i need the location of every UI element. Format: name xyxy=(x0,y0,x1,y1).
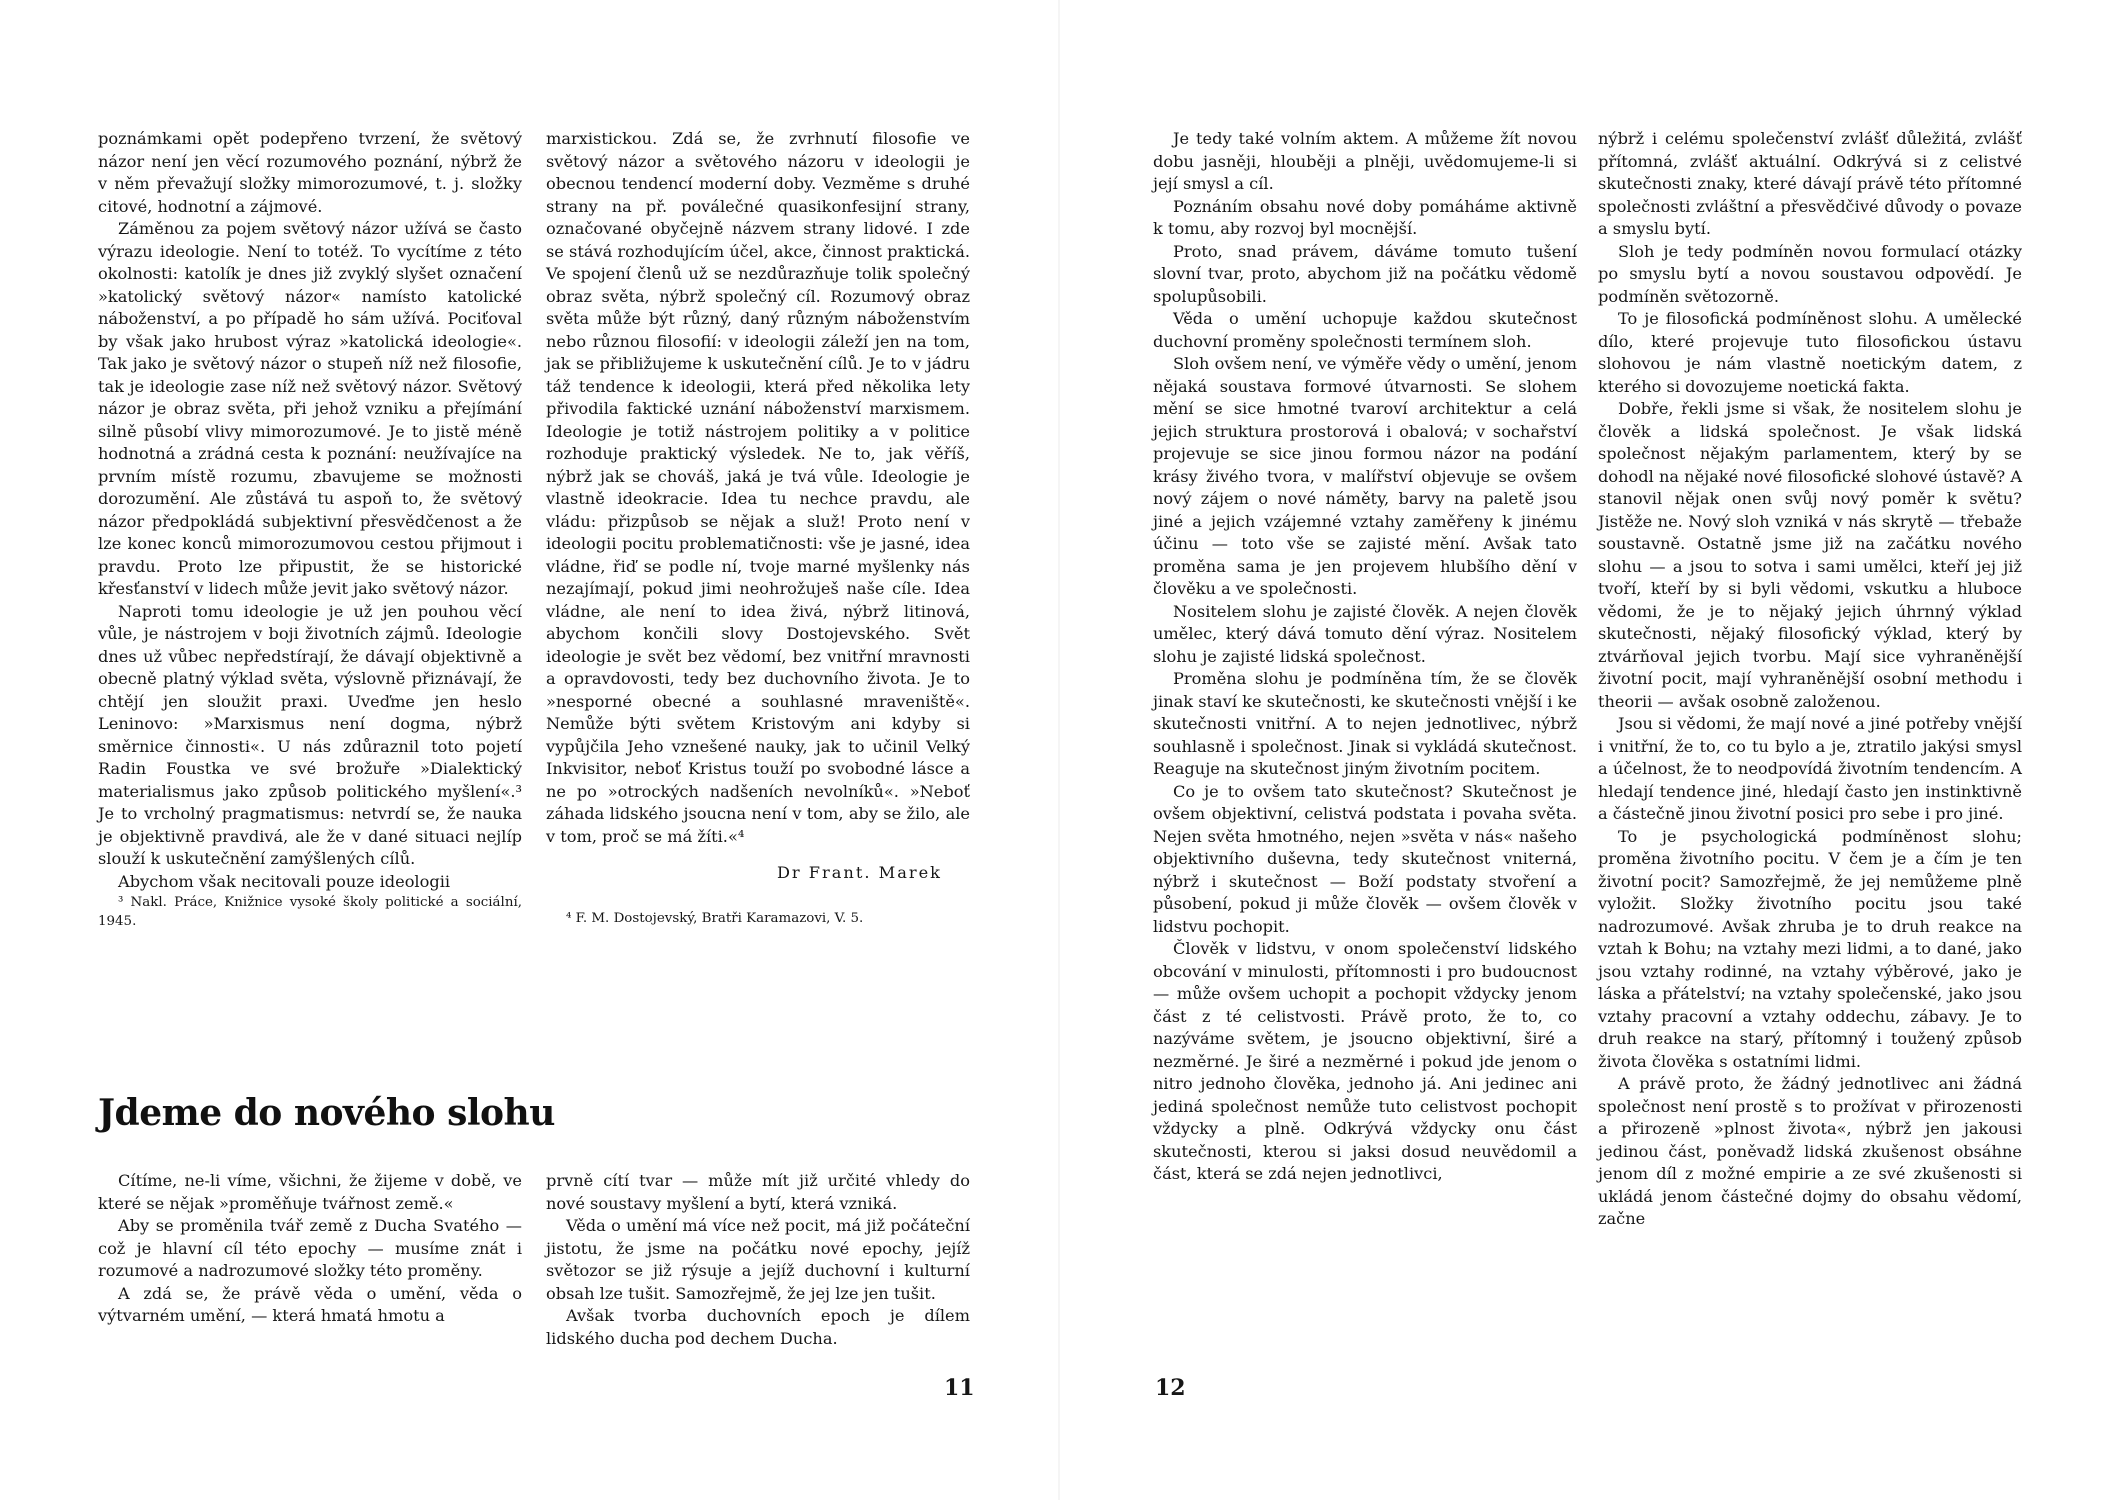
left-column-bottom xyxy=(98,1170,522,1328)
paragraph: prvně cítí tvar — může mít již určité vhledy do nové soustavy myšlení a bytí, která vzniká. xyxy=(546,1171,970,1213)
page-number: 11 xyxy=(944,1375,975,1401)
paragraph: Je tedy také volním aktem. A můžeme žít novou dobu jasněji, hlouběji a plněji, uvědomujeme-li si její smysl a cíl. xyxy=(1153,129,1577,193)
paragraph: Jsou si vědomi, že mají nové a jiné potřeby vnější i vnitřní, že to, co tu bylo a je, ztratilo jakýsi smysl a účelnost, že to neodpovídá životním tendencím. A hledají tendence jiné, hledají často jen instinktivně a částečně jinou životní posici pro sebe i pro jiné. xyxy=(1598,714,2022,823)
paragraph: Proměna slohu je podmíněna tím, že se člověk jinak staví ke skutečnosti, ke skutečnosti vnější i ke skutečnosti vnitřní. A to nejen jednotlivec, nýbrž souhlasně i společnost. Jinak si vykládá skutečnost. Reaguje na skutečnost jiným životním pocitem. xyxy=(1153,669,1577,778)
footnote-3: ³ Nakl. Práce, Knižnice vysoké školy politické a sociální, 1945. xyxy=(98,895,522,929)
footnote-4: ⁴ F. M. Dostojevský, Bratři Karamazovi, V. 5. xyxy=(566,910,864,926)
left-column xyxy=(1153,128,1577,1186)
paragraph: A právě proto, že žádný jednotlivec ani žádná společnost není prostě s to prožívat v přirozenosti a přirozeně »plnost života«, nýbrž jen jakousi jedinou část, poněvadž lidská zkušenost obsáhne jenom díl z možné empirie a ze své zkušenosti si ukládá jenom částečné dojmy do obsahu vědomí, začne xyxy=(1598,1074,2022,1228)
paragraph: Poznáním obsahu nové doby pomáháme aktivně k tomu, aby rozvoj byl mocnější. xyxy=(1153,196,1577,238)
paragraph: Sloh je tedy podmíněn novou formulací otázky po smyslu bytí a novou soustavou odpovědí. Je podmíněn světozorně. xyxy=(1598,241,2022,306)
left-page xyxy=(0,0,1058,1500)
paragraph: To je filosofická podmíněnost slohu. A umělecké dílo, které projevuje tuto filosofickou ústavu slohovou je nám vlastně noetickým datem, z kterého si dovozujeme noetická fakta. xyxy=(1598,309,2022,396)
paragraph: Věda o umění má více než pocit, má již počáteční jistotu, že jsme na počátku nové epochy, jejíž světozor se již rýsuje a jejíž duchovní i kulturní obsah lze tušit. Samozřejmě, že jej lze jen tušit. xyxy=(546,1216,970,1303)
paragraph: Záměnou za pojem světový názor užívá se často výrazu ideologie. Není to totéž. To vycítíme z této okolnosti: katolík je dnes již zvyklý slyšet označení »katolický světový názor« namísto katolické náboženství, a po případě ho sám užívá. Pociťoval by však jako hrubost výraz »katolická ideologie«. Tak jako je světový názor o stupeň níž než filosofie, tak je ideologie zase níž než světový názor. Světový názor je obraz světa, při jehož vzniku a přejímání silně působí vlivy mimorozumové. Je to jistě méně hodnotná a zrádná cesta k poznání: neužívajíce na prvním místě rozumu, zbavujeme se možnosti dorozumění. Ale zůstává tu aspoň to, že světový názor předpokládá subjektivní přesvědčenost a že lze konec konců mimorozumovou cestou přijmout i pravdu. Proto lze připustit, že se historické křesťanství v lidech může jevit jako světový názor. xyxy=(98,219,522,598)
paragraph: Člověk v lidstvu, v onom společenství lidského obcování v minulosti, přítomnosti i pro budoucnost — může ovšem uchopit a pochopit vždycky jenom část z té celistvosti. Právě proto, že to, co nazýváme světem, je jsoucno objektivní, širé a nezměrné. Je širé a nezměrné i pokud jde jenom o nitro jednoho člověka, jednoho já. Ani jedinec ani jediná společnost nemůže tuto celistvost pochopit vždycky a plně. Odkrývá vždycky onu část skutečnosti, kterou si jaksi dosud neuvědomil a část, která se zdá nejen jednotlivci, xyxy=(1153,939,1577,1183)
right-page xyxy=(1060,0,2118,1500)
author-signature: Dr Frant. Marek xyxy=(776,863,942,882)
paragraph: Co je to ovšem tato skutečnost? Skutečnost je ovšem objektivní, celistvá podstata i povaha světa. Nejen světa hmotného, nejen »světa v nás« našeho objektivního duševna, tedy skutečnost vniterná, nýbrž i skutečnost — Boží podstaty stvoření a působení, pokud ji může člověk — ovšem člověk v lidstvu pochopit. xyxy=(1153,781,1577,936)
paragraph: Abychom však necitovali pouze ideologii xyxy=(118,871,451,891)
left-column-top xyxy=(98,128,522,931)
paragraph: Věda o umění uchopuje každou skutečnost duchovní proměny společnosti termínem sloh. xyxy=(1153,309,1577,351)
article-heading: Jdeme do nového slohu xyxy=(98,1092,555,1134)
right-column xyxy=(1598,128,2022,1231)
paragraph: Cítíme, ne-li víme, všichni, že žijeme v době, ve které se nějak »proměňuje tvářnost země.« xyxy=(98,1171,522,1213)
paragraph: Aby se proměnila tvář země z Ducha Svatého — což je hlavní cíl této epochy — musíme znát i rozumové a nadrozumové složky této proměny. xyxy=(98,1216,522,1280)
page-number: 12 xyxy=(1155,1375,1186,1401)
right-column-top xyxy=(546,128,970,928)
paragraph: marxistickou. Zdá se, že zvrhnutí filosofie ve světový názor a světového názoru v ideologii je obecnou tendencí moderní doby. Vezměme s druhé strany na př. poválečné quasikonfesijní strany, označované obyčejně názvem strany lidové. I zde se stává rozhodujícím účel, akce, činnost praktická. Ve spojení členů už se nezdůrazňuje tolik společný obraz světa, nýbrž společný cíl. Rozumový obraz světa může být různý, daný různým náboženstvím nebo různou filosofií: v ideologii záleží jen na tom, jak se přibližujeme k uskutečnění cílů. Je to v jádru táž tendence k ideologii, která před několika lety přivodila faktické uznání náboženství marxismem. Ideologie je totiž nástrojem politiky a v politice rozhoduje praktický výsledek. Ne to, jak věříš, nýbrž jak se chováš, jaká je tvá vůle. Ideologie je vlastně ideokracie. Idea tu nechce pravdu, ale vládu: přizpůsob se nějak a služ! Proto není v ideologii pocitu problematičnosti: vše je jasné, idea vládne, řiď se podle ní, tvoje marné myšlenky nás nezajímají, pokud jimi neohrožuješ naše cíle. Idea vládne, ale není to idea živá, nýbrž litinová, abychom končili slovy Dostojevského. Svět ideologie je svět bez vědomí, bez vnitřní mravnosti a opravdovosti, tedy bez duchovního života. Je to »nesporné obecné a souhlasné mraveniště«. Nemůže býti světem Kristovým ani kdyby si vypůjčila Jeho vznešené nauky, jak to učinil Velký Inkvisitor, neboť Kristus touží po svobodné lásce a ne po »otrockých nadšeních nevolníků«. »Neboť záhada lidského jsoucna není v tom, aby se žilo, ale v tom, proč se má žíti.«⁴ xyxy=(546,129,970,846)
paragraph: Dobře, řekli jsme si však, že nositelem slohu je člověk a lidská společnost. Je však lidská společnost nějakým parlamentem, který by se dohodl na nějaké nové filosofické slohové ústavě? A stanovil nějak onen svůj nový poměr k světu? Jistěže ne. Nový sloh vzniká v nás skrytě — třebaže soustavně. Ostatně jsme již na začátku nového slohu — a jsou to sotva i sami umělci, kteří jej již tvoří, kteří by si byli vědomi, vskutku a hluboce vědomi, že je to nějaký jejich úhrnný výklad skutečnosti, nějaký filosofický výklad, který by ztvárňoval jejich tvorbu. Mají sice vyhraněnější životní pocit, mají vyhraněnější osobní methodu i theorii — avšak osobně založenou. xyxy=(1598,399,2023,711)
paragraph: To je psychologická podmíněnost slohu; proměna životního pocitu. V čem je a čím je ten životní pocit? Samozřejmě, že jej nemůžeme plně vyložit. Složky životního pocitu jsou také nadrozumové. Avšak zhruba je to druh reakce na vztah k Bohu; na vztahy mezi lidmi, a to dané, jako jsou vztahy rodinné, na vztahy výběrové, jako je láska a přátelství; na vztahy společenské, jako jsou vztahy pracovní a vztahy oddechu, zábavy. Je to druh reakce na starý, přítomný i toužený způsob života člověka s ostatními lidmi. xyxy=(1598,826,2022,1071)
paragraph: Naproti tomu ideologie je už jen pouhou věcí vůle, je nástrojem v boji životních zájmů. Ideologie dnes už vůbec nepředstírají, že dávají objektivně a obecně platný výklad světa, výslovně přiznávají, že chtějí jen sloužit praxi. Uveďme jen heslo Leninovo: »Marxismus není dogma, nýbrž směrnice činnosti«. U nás zdůraznil toto pojetí Radin Foustka ve své brožuře »Dialektický materialismus jako způsob politického myšlení«.³ Je to vrcholný pragmatismus: netvrdí se, že nauka je objektivně pravdivá, ale že v dané situaci nejlíp slouží k uskutečnění zamýšlených cílů. xyxy=(98,601,522,868)
paragraph: Proto, snad právem, dáváme tomuto tušení slovní tvar, proto, abychom již na počátku vědomě spolupůsobili. xyxy=(1153,241,1577,306)
paragraph: poznámkami opět podepřeno tvrzení, že světový názor není jen věcí rozumového poznání, nýbrž že v něm převažují složky mimorozumové, t. j. složky citové, hodnotní a zájmové. xyxy=(98,129,522,216)
right-column-bottom xyxy=(546,1170,970,1350)
paragraph: Nositelem slohu je zajisté člověk. A nejen člověk umělec, který dává tomuto dění výraz. Nositelem slohu je zajisté lidská společnost. xyxy=(1153,601,1577,666)
paragraph: Sloh ovšem není, ve výměře vědy o umění, jenom nějaká soustava formové útvarnosti. Se slohem mění se sice hmotné tvaroví architektur a celá jejich struktura prostorová i obalová; v sochařství projevuje se sice jinou formou názor na podání krásy živého tvora, v malířství objevuje se ovšem nový zájem o nové náměty, barvy na paletě jsou jiné a jejich vzájemné vztahy zaměřeny k jinému účinu — toto vše se zajisté mění. Avšak tato proměna sama je jen projevem hlubšího dění v člověku a ve společnosti. xyxy=(1153,354,1577,598)
paragraph: Avšak tvorba duchovních epoch je dílem lidského ducha pod dechem Ducha. xyxy=(546,1306,970,1348)
paragraph: nýbrž i celému společenství zvlášť důležitá, zvlášť přítomná, zvlášť aktuální. Odkrývá si z celistvé skutečnosti znaky, které dávají právě této přítomné společnosti zvláštní a přesvědčivé důvody o povaze a smyslu bytí. xyxy=(1598,129,2022,238)
paragraph: A zdá se, že právě věda o umění, věda o výtvarném umění, — která hmatá hmotu a xyxy=(98,1283,522,1325)
